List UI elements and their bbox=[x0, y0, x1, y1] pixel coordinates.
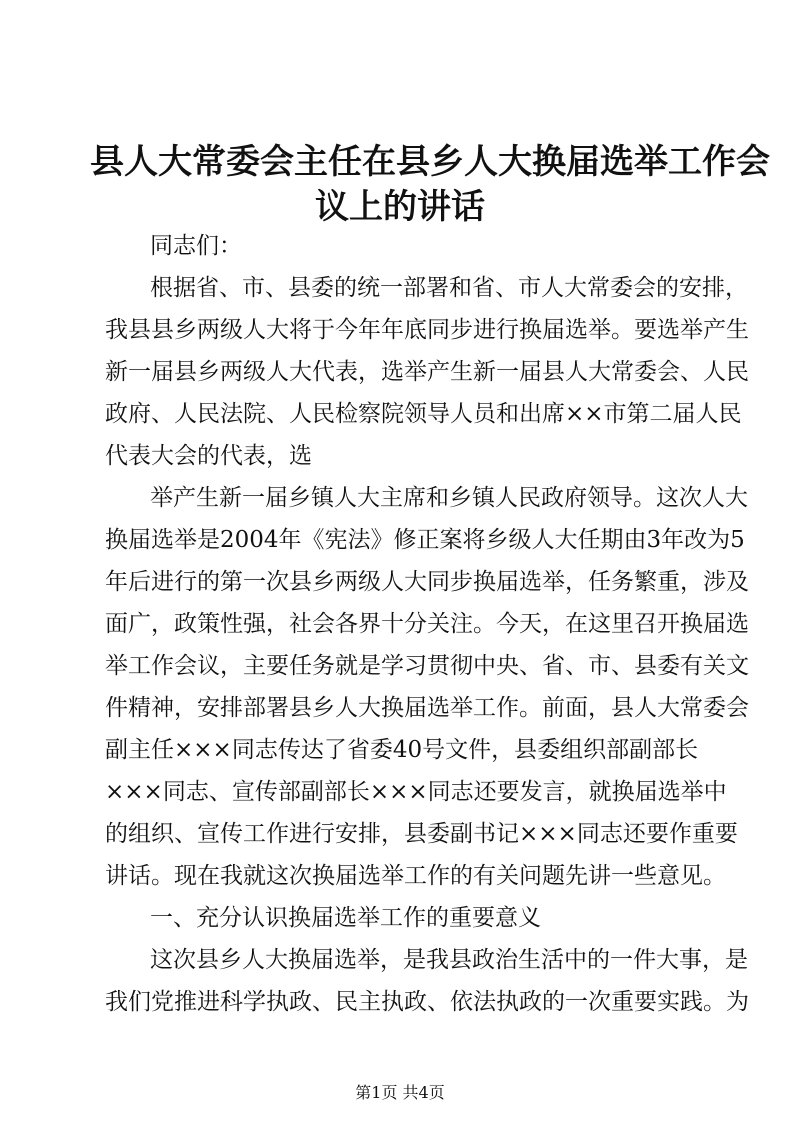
body-line-8: 年后进行的第一次县乡两级人大同步换届选举，任务繁重，涉及 bbox=[105, 569, 749, 595]
body-line-4: 政府、人民法院、人民检察院领导人员和出席××市第二届人民 bbox=[105, 401, 742, 427]
body-line-17: 我们党推进科学执政、民主执政、依法执政的一次重要实践。为 bbox=[105, 989, 749, 1015]
body-line-16: 这次县乡人大换届选举，是我县政治生活中的一件大事，是 bbox=[150, 947, 748, 973]
body-line-1: 根据省、市、县委的统一部署和省、市人大常委会的安排， bbox=[150, 275, 748, 301]
body-line-12: 副主任×××同志传达了省委40号文件，县委组织部副部长 bbox=[105, 737, 699, 763]
section-heading-1: 一、充分认识换届选举工作的重要意义 bbox=[150, 905, 541, 931]
body-line-14: 的组织、宣传工作进行安排，县委副书记×××同志还要作重要 bbox=[105, 821, 738, 847]
body-line-7: 换届选举是2004年《宪法》修正案将乡级人大任期由3年改为5 bbox=[105, 527, 745, 553]
body-line-6: 举产生新一届乡镇人大主席和乡镇人民政府领导。这次人大 bbox=[150, 485, 748, 511]
title-line-1: 县人大常委会主任在县乡人大换届选举工作会 bbox=[90, 142, 770, 182]
body-line-13: ×××同志、宣传部副部长×××同志还要发言，就换届选举中 bbox=[105, 779, 727, 805]
title-line-2: 议上的讲话 bbox=[315, 187, 485, 227]
salutation: 同志们： bbox=[150, 233, 242, 259]
body-line-9: 面广，政策性强，社会各界十分关注。今天，在这里召开换届选 bbox=[105, 611, 749, 637]
body-line-10: 举工作会议，主要任务就是学习贯彻中央、省、市、县委有关文 bbox=[105, 653, 749, 679]
body-line-3: 新一届县乡两级人大代表，选举产生新一届县人大常委会、人民 bbox=[105, 359, 749, 385]
body-line-15: 讲话。现在我就这次换届选举工作的有关问题先讲一些意见。 bbox=[105, 863, 726, 889]
body-line-11: 件精神，安排部署县乡人大换届选举工作。前面，县人大常委会 bbox=[105, 695, 749, 721]
page-footer: 第1页 共4页 bbox=[355, 1083, 445, 1102]
body-line-2: 我县县乡两级人大将于今年年底同步进行换届选举。要选举产生 bbox=[105, 317, 749, 343]
body-line-5: 代表大会的代表，选 bbox=[105, 443, 312, 469]
